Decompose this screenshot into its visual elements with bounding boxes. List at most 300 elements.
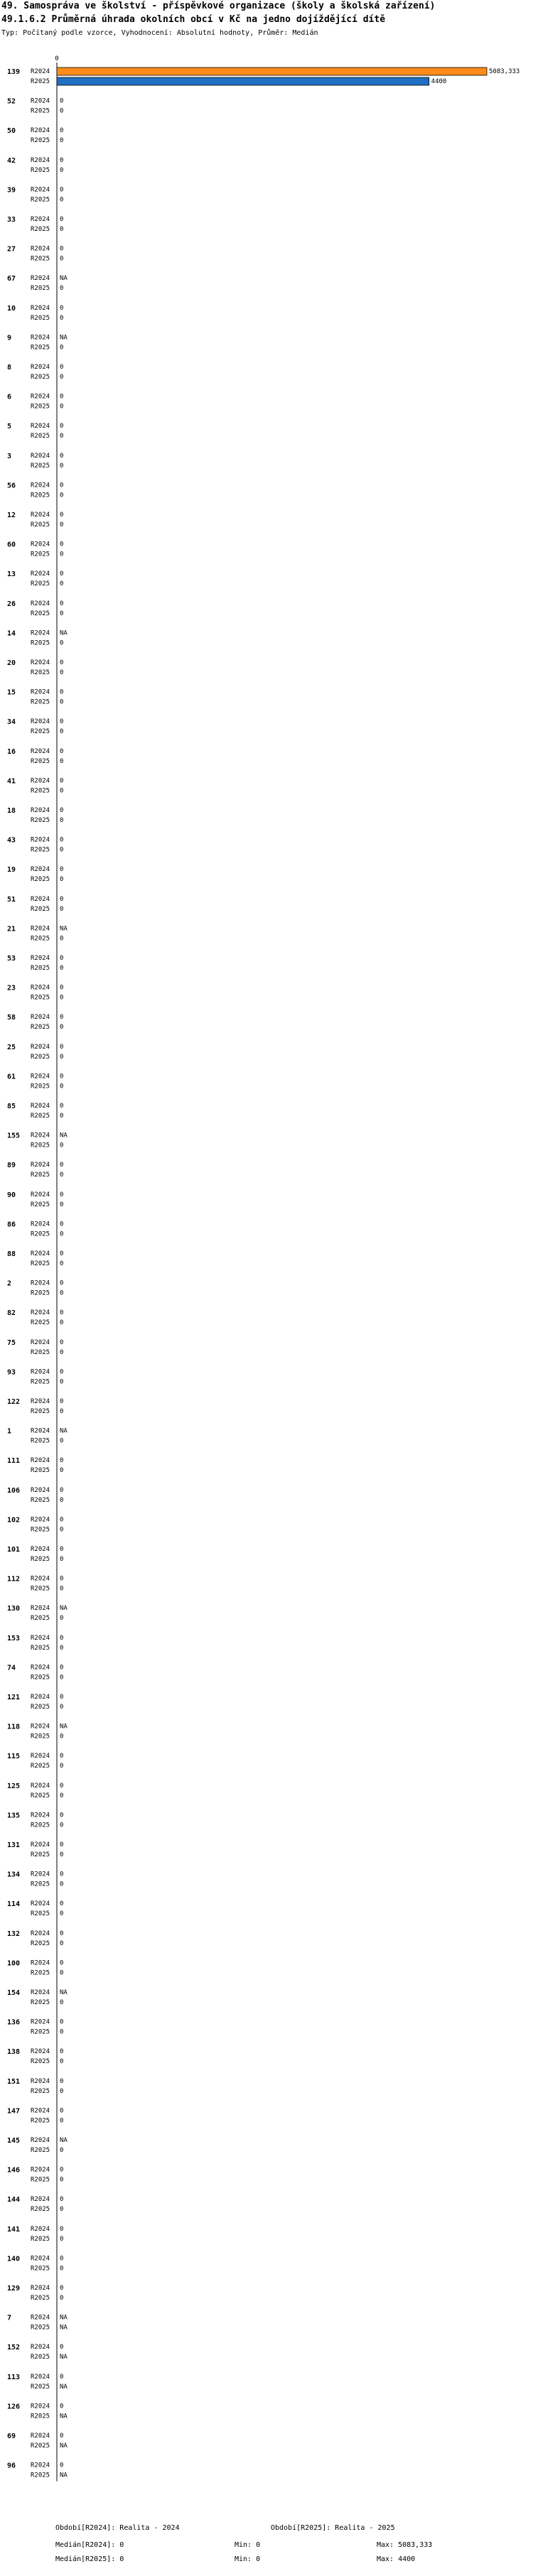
series-label: R2025: [31, 1763, 50, 1770]
series-label: R2024: [31, 688, 50, 696]
group-label: 74: [7, 1664, 16, 1672]
data-label: NA: [60, 1989, 68, 1996]
series-label: R2024: [31, 895, 50, 903]
data-label: 0: [60, 196, 64, 204]
data-label: 0: [60, 1634, 64, 1642]
group-label: 96: [7, 2462, 16, 2470]
data-label: 0: [60, 570, 64, 578]
group-label: 126: [7, 2403, 21, 2411]
data-label: 0: [60, 1871, 64, 1878]
data-label: 0: [60, 166, 64, 174]
series-label: R2025: [31, 2176, 50, 2184]
data-label: 0: [60, 1782, 64, 1790]
data-label: 0: [60, 1930, 64, 1937]
series-label: R2024: [31, 2462, 50, 2469]
data-label: 0: [60, 1910, 64, 1918]
series-label: R2024: [31, 777, 50, 785]
series-label: R2025: [31, 2087, 50, 2095]
group-label: 122: [7, 1398, 21, 1406]
data-label: 0: [60, 1556, 64, 1563]
group-label: 34: [7, 718, 16, 727]
data-label: 0: [60, 2206, 64, 2214]
data-label: 0: [60, 2048, 64, 2056]
data-label: 0: [60, 1319, 64, 1327]
group-label: 88: [7, 1250, 16, 1258]
series-label: R2025: [31, 226, 50, 233]
group-label: 118: [7, 1723, 21, 1731]
group-label: 141: [7, 2225, 21, 2234]
data-label: 0: [60, 1763, 64, 1770]
series-label: R2024: [31, 747, 50, 755]
data-label: 0: [60, 935, 64, 943]
series-label: R2024: [31, 216, 50, 223]
data-label: 0: [60, 1398, 64, 1405]
series-label: R2025: [31, 285, 50, 293]
series-label: R2025: [31, 344, 50, 352]
group-label: 102: [7, 1516, 21, 1525]
series-label: R2025: [31, 403, 50, 411]
group-label: 112: [7, 1575, 21, 1584]
data-label: 0: [60, 423, 64, 431]
series-label: R2024: [31, 364, 50, 371]
series-label: R2024: [31, 836, 50, 844]
data-label: 0: [60, 817, 64, 824]
series-label: R2025: [31, 669, 50, 676]
data-label: 0: [60, 2462, 64, 2469]
series-label: R2025: [31, 2028, 50, 2036]
data-label: 0: [60, 2225, 64, 2233]
data-label: 0: [60, 156, 64, 164]
data-label: 0: [60, 2235, 64, 2243]
data-label: NA: [60, 1605, 68, 1613]
series-label: R2024: [31, 629, 50, 637]
group-label: 42: [7, 156, 16, 165]
data-label: 0: [60, 994, 64, 1002]
data-label: 0: [60, 2166, 64, 2174]
group-label: 89: [7, 1162, 16, 1170]
series-label: R2025: [31, 1319, 50, 1327]
data-label: 0: [60, 747, 64, 755]
series-label: R2025: [31, 2383, 50, 2391]
series-label: R2025: [31, 1644, 50, 1652]
data-label: 0: [60, 955, 64, 962]
series-label: R2025: [31, 374, 50, 381]
group-label: 39: [7, 186, 16, 195]
data-label: 0: [60, 216, 64, 223]
data-label: 0: [60, 2117, 64, 2125]
group-label: 25: [7, 1043, 16, 1051]
series-label: R2025: [31, 1733, 50, 1741]
series-label: R2025: [31, 965, 50, 972]
series-label: R2024: [31, 2432, 50, 2440]
data-label: 0: [60, 1880, 64, 1888]
series-label: R2024: [31, 97, 50, 105]
series-label: R2025: [31, 2117, 50, 2125]
series-label: R2024: [31, 1250, 50, 1257]
series-label: R2025: [31, 78, 50, 85]
data-label: 0: [60, 895, 64, 903]
footer-period-2025: Období[R2025]: Realita - 2025: [271, 2524, 395, 2532]
group-label: 3: [7, 452, 12, 460]
data-label: 0: [60, 1162, 64, 1169]
series-label: R2024: [31, 186, 50, 194]
series-label: R2024: [31, 1871, 50, 1878]
series-label: R2025: [31, 1348, 50, 1356]
group-label: 16: [7, 747, 16, 756]
group-label: 146: [7, 2166, 21, 2175]
series-label: R2024: [31, 1103, 50, 1110]
group-label: 10: [7, 304, 16, 313]
group-label: 136: [7, 2018, 21, 2027]
series-label: R2024: [31, 1368, 50, 1376]
series-label: R2024: [31, 718, 50, 726]
data-label: 0: [60, 1575, 64, 1583]
series-label: R2024: [31, 866, 50, 874]
group-label: 130: [7, 1605, 21, 1613]
data-label: 0: [60, 403, 64, 411]
footer-period-2024: Období[R2024]: Realita - 2024: [55, 2524, 180, 2532]
data-label: 0: [60, 639, 64, 647]
series-label: R2024: [31, 1309, 50, 1317]
series-label: R2024: [31, 304, 50, 312]
data-label: 0: [60, 127, 64, 135]
data-label: 0: [60, 1073, 64, 1081]
series-label: R2025: [31, 1880, 50, 1888]
series-label: R2024: [31, 570, 50, 578]
series-label: R2025: [31, 1230, 50, 1238]
series-label: R2025: [31, 1142, 50, 1149]
data-label: 0: [60, 1014, 64, 1022]
data-label: 0: [60, 1368, 64, 1376]
data-label: 0: [60, 1457, 64, 1465]
series-label: R2025: [31, 580, 50, 588]
series-label: R2025: [31, 551, 50, 558]
data-label: 0: [60, 1585, 64, 1593]
group-label: 26: [7, 600, 16, 608]
series-label: R2024: [31, 1338, 50, 1346]
series-label: R2024: [31, 1930, 50, 1937]
group-label: 50: [7, 127, 16, 136]
series-label: R2025: [31, 433, 50, 440]
series-label: R2024: [31, 1221, 50, 1228]
group-label: 75: [7, 1338, 16, 1347]
data-label: 0: [60, 1704, 64, 1711]
data-label: NA: [60, 334, 68, 342]
series-label: R2025: [31, 492, 50, 499]
series-label: R2025: [31, 107, 50, 115]
footer-median-2024: Medián[R2024]: 0: [55, 2541, 124, 2549]
group-label: 53: [7, 955, 16, 963]
data-label: 0: [60, 344, 64, 352]
data-label: 0: [60, 2077, 64, 2085]
series-label: R2024: [31, 512, 50, 519]
data-label: 0: [60, 1260, 64, 1267]
series-label: R2025: [31, 2147, 50, 2154]
data-label: 0: [60, 728, 64, 736]
data-label: 0: [60, 2344, 64, 2352]
data-label: 0: [60, 314, 64, 322]
data-label: 0: [60, 1999, 64, 2006]
series-label: R2024: [31, 925, 50, 933]
series-label: R2025: [31, 1585, 50, 1593]
series-label: R2024: [31, 2107, 50, 2115]
data-label: 0: [60, 1348, 64, 1356]
footer-max-2024: Max: 5083,333: [377, 2541, 433, 2549]
series-label: R2025: [31, 1674, 50, 1682]
group-label: 52: [7, 97, 16, 106]
data-label: 0: [60, 1043, 64, 1051]
series-label: R2024: [31, 2196, 50, 2204]
data-label: 0: [60, 2265, 64, 2273]
series-label: R2025: [31, 1792, 50, 1800]
data-label: 0: [60, 1822, 64, 1829]
series-label: R2025: [31, 698, 50, 706]
data-label: 0: [60, 1644, 64, 1652]
series-label: R2024: [31, 2137, 50, 2144]
data-label: 0: [60, 2147, 64, 2154]
series-label: R2025: [31, 137, 50, 145]
group-label: 5: [7, 423, 12, 431]
data-label: 0: [60, 1142, 64, 1149]
series-label: R2025: [31, 1939, 50, 1947]
data-label: 0: [60, 452, 64, 460]
series-label: R2025: [31, 2235, 50, 2243]
series-label: R2024: [31, 2225, 50, 2233]
series-label: R2024: [31, 393, 50, 401]
series-label: R2025: [31, 1378, 50, 1386]
data-label: 0: [60, 1516, 64, 1524]
group-label: 114: [7, 1900, 21, 1909]
series-label: R2024: [31, 1989, 50, 1996]
data-label: 0: [60, 1792, 64, 1800]
data-label: 0: [60, 2255, 64, 2263]
group-label: 100: [7, 1959, 21, 1968]
footer-min-2024: Min: 0: [235, 2541, 261, 2549]
series-label: R2025: [31, 2354, 50, 2361]
data-label: 0: [60, 610, 64, 617]
data-label: 0: [60, 807, 64, 814]
data-label: 0: [60, 836, 64, 844]
series-label: R2024: [31, 1457, 50, 1465]
series-label: R2025: [31, 1260, 50, 1267]
series-label: R2024: [31, 1723, 50, 1731]
data-label: 0: [60, 512, 64, 519]
data-label: 0: [60, 1250, 64, 1257]
data-label: 0: [60, 1694, 64, 1701]
data-label: NA: [60, 925, 68, 933]
series-label: R2024: [31, 1694, 50, 1701]
series-label: R2024: [31, 1516, 50, 1524]
group-label: 7: [7, 2314, 12, 2322]
series-label: R2025: [31, 1053, 50, 1061]
data-label: 0: [60, 1851, 64, 1858]
series-label: R2025: [31, 1408, 50, 1415]
group-label: 131: [7, 1841, 21, 1849]
group-label: 153: [7, 1634, 21, 1643]
series-label: R2024: [31, 1812, 50, 1819]
data-label: 0: [60, 1674, 64, 1682]
group-label: 115: [7, 1753, 21, 1761]
data-label: 0: [60, 1289, 64, 1297]
data-label: NA: [60, 2383, 68, 2391]
data-label: 0: [60, 2058, 64, 2066]
series-label: R2024: [31, 2018, 50, 2026]
data-label: 0: [60, 2107, 64, 2115]
series-label: R2025: [31, 876, 50, 884]
group-label: 12: [7, 512, 16, 519]
group-label: 138: [7, 2048, 21, 2057]
series-label: R2024: [31, 1546, 50, 1553]
axis-zero-label: 0: [55, 55, 59, 63]
data-label: 0: [60, 304, 64, 312]
data-label: 0: [60, 245, 64, 253]
series-label: R2024: [31, 334, 50, 342]
series-label: R2024: [31, 1841, 50, 1849]
group-label: 140: [7, 2255, 21, 2263]
group-label: 6: [7, 393, 12, 401]
footer-max-2025: Max: 4400: [377, 2555, 416, 2563]
data-label: 0: [60, 1191, 64, 1198]
data-label: 0: [60, 1467, 64, 1475]
group-label: 93: [7, 1368, 16, 1377]
series-label: R2025: [31, 639, 50, 647]
series-label: R2025: [31, 196, 50, 204]
series-label: R2024: [31, 2285, 50, 2292]
group-label: 1: [7, 1427, 12, 1436]
group-label: 151: [7, 2077, 21, 2086]
data-label: 0: [60, 1024, 64, 1032]
data-label: 0: [60, 186, 64, 194]
series-label: R2025: [31, 1556, 50, 1563]
data-label: 0: [60, 1113, 64, 1120]
data-label: 0: [60, 2373, 64, 2381]
data-label: 0: [60, 1378, 64, 1386]
series-label: R2024: [31, 482, 50, 489]
group-label: 101: [7, 1546, 21, 1554]
data-label: 0: [60, 866, 64, 874]
group-label: 19: [7, 866, 16, 875]
data-label: 0: [60, 1201, 64, 1208]
series-label: R2024: [31, 807, 50, 814]
data-label: 0: [60, 965, 64, 972]
series-label: R2025: [31, 935, 50, 943]
series-label: R2025: [31, 1704, 50, 1711]
data-label: 0: [60, 1053, 64, 1061]
series-label: R2025: [31, 1910, 50, 1918]
series-label: R2025: [31, 1822, 50, 1829]
group-label: 134: [7, 1871, 21, 1879]
data-label: 0: [60, 1615, 64, 1623]
series-label: R2025: [31, 1289, 50, 1297]
data-label: 0: [60, 1959, 64, 1967]
series-label: R2024: [31, 1959, 50, 1967]
data-label: 0: [60, 1664, 64, 1672]
group-label: 139: [7, 68, 21, 76]
group-label: 43: [7, 836, 16, 845]
series-label: R2025: [31, 1969, 50, 1977]
data-label: 0: [60, 2176, 64, 2184]
data-label: 0: [60, 374, 64, 381]
data-label: 0: [60, 984, 64, 992]
group-label: 51: [7, 895, 16, 904]
series-label: R2025: [31, 1201, 50, 1208]
data-label: 0: [60, 698, 64, 706]
series-label: R2024: [31, 1398, 50, 1405]
data-label: NA: [60, 2314, 68, 2322]
series-label: R2025: [31, 1171, 50, 1179]
data-label: NA: [60, 629, 68, 637]
data-label: 0: [60, 137, 64, 145]
data-label: 0: [60, 2028, 64, 2036]
series-label: R2025: [31, 314, 50, 322]
data-label: 0: [60, 688, 64, 696]
data-label: NA: [60, 2324, 68, 2332]
group-label: 82: [7, 1309, 16, 1318]
data-label: 0: [60, 1733, 64, 1741]
series-label: R2025: [31, 1615, 50, 1623]
data-label: 0: [60, 1546, 64, 1553]
group-label: 144: [7, 2196, 21, 2204]
series-label: R2025: [31, 1851, 50, 1858]
data-label: 0: [60, 521, 64, 529]
series-label: R2024: [31, 600, 50, 607]
series-label: R2024: [31, 2403, 50, 2410]
series-label: R2024: [31, 127, 50, 135]
footer-min-2025: Min: 0: [235, 2555, 261, 2563]
group-label: 27: [7, 245, 16, 254]
group-label: 20: [7, 659, 16, 667]
series-label: R2025: [31, 1113, 50, 1120]
group-label: 152: [7, 2344, 21, 2352]
data-label: NA: [60, 2442, 68, 2450]
data-label: 0: [60, 1083, 64, 1091]
footer-median-2025: Medián[R2025]: 0: [55, 2555, 124, 2563]
series-label: R2024: [31, 452, 50, 460]
group-label: 14: [7, 629, 16, 638]
data-label: 0: [60, 846, 64, 854]
data-label: NA: [60, 2137, 68, 2144]
series-label: R2024: [31, 1664, 50, 1672]
group-label: 69: [7, 2432, 16, 2440]
data-label: 0: [60, 777, 64, 785]
series-label: R2025: [31, 2206, 50, 2214]
series-label: R2025: [31, 994, 50, 1002]
series-label: R2025: [31, 817, 50, 824]
series-label: R2025: [31, 846, 50, 854]
series-label: R2025: [31, 905, 50, 913]
series-label: R2024: [31, 1162, 50, 1169]
series-label: R2025: [31, 2295, 50, 2302]
bar-R2025: [57, 77, 429, 85]
group-label: 33: [7, 216, 16, 224]
group-label: 129: [7, 2285, 21, 2293]
group-label: 145: [7, 2137, 21, 2145]
group-label: 23: [7, 984, 16, 992]
data-label: 0: [60, 1939, 64, 1947]
group-label: 2: [7, 1279, 12, 1288]
series-label: R2024: [31, 2344, 50, 2352]
series-label: R2025: [31, 1999, 50, 2006]
group-label: 135: [7, 1812, 21, 1820]
series-label: R2024: [31, 1427, 50, 1435]
data-label: 0: [60, 718, 64, 726]
data-label: 4400: [431, 78, 447, 85]
data-label: 0: [60, 2285, 64, 2292]
data-label: 0: [60, 2432, 64, 2440]
series-label: R2024: [31, 1191, 50, 1198]
data-label: 0: [60, 1408, 64, 1415]
series-label: R2024: [31, 659, 50, 666]
